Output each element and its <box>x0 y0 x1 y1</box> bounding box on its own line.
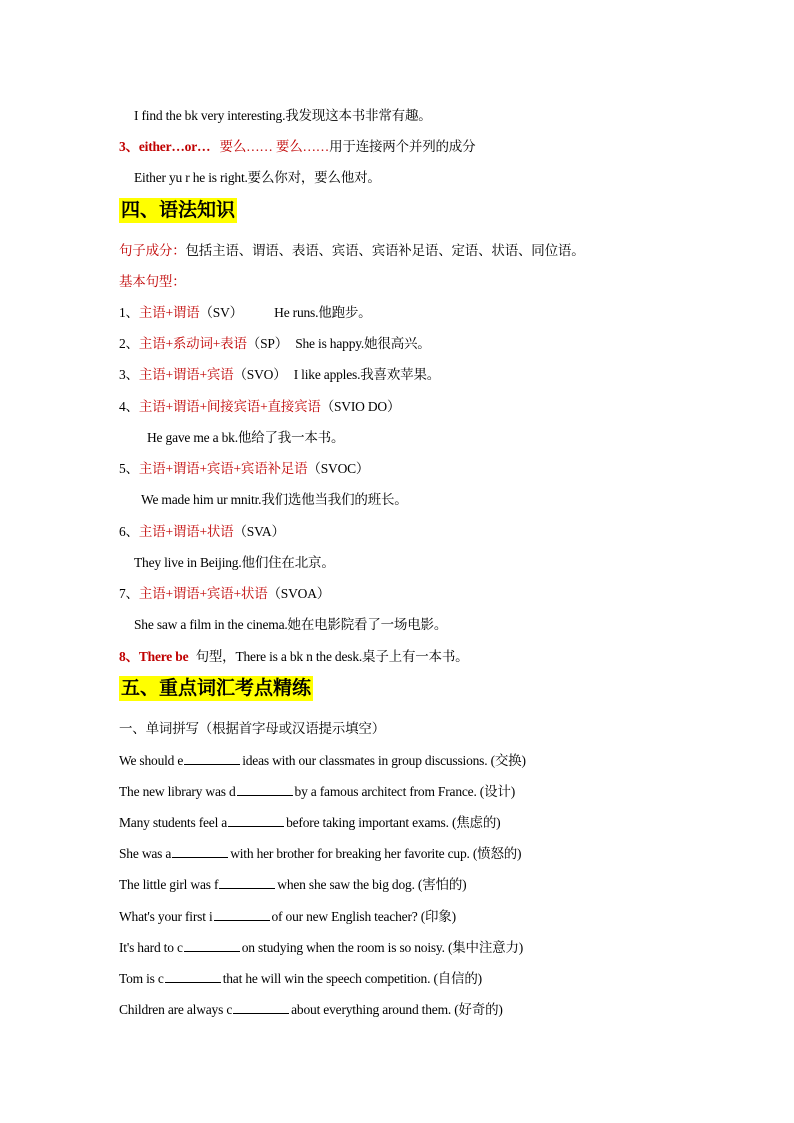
sentence-parts <box>119 239 585 259</box>
pattern-number: 2、 <box>119 336 139 351</box>
pattern-number: 1、 <box>119 305 139 320</box>
exercise-prompt-start: It's hard to c <box>119 939 183 955</box>
pattern-abbr: （SP） <box>246 336 289 351</box>
pattern-4 <box>119 395 400 415</box>
there-be-text: 句型，There is a bk n the desk.桌子上有一本书。 <box>195 649 469 664</box>
exercise-prompt-start: Children are always c <box>119 1001 233 1017</box>
pattern-6-example: They live in Beijing.他们住在北京。 <box>134 555 335 570</box>
exercise-prompt-end: with her brother for breaking her favorite cup. (愤怒的) <box>230 846 522 862</box>
list-item <box>119 749 526 769</box>
sentence-parts-label: 句子成分： <box>119 243 186 258</box>
answer-blank[interactable] <box>237 783 293 796</box>
pattern-4-example: He gave me a bk.他给了我一本书。 <box>147 430 345 445</box>
pattern-number: 6、 <box>119 524 139 539</box>
list-item <box>119 811 500 831</box>
exercise-prompt-start: The new library was d <box>119 784 236 800</box>
pattern-3 <box>119 363 440 383</box>
pattern-1 <box>119 301 371 321</box>
pattern-formula: 主语+系动词+表语 <box>138 336 247 351</box>
list-item <box>119 780 515 800</box>
exercise-prompt-end: when she saw the big dog. (害怕的) <box>277 877 467 893</box>
either-or-number: 3、either…or… <box>119 139 211 154</box>
pattern-abbr: （SVOC） <box>307 461 370 476</box>
pattern-abbr: （SVO） <box>233 367 287 382</box>
pattern-abbr: （SV） <box>199 305 243 320</box>
pattern-5 <box>119 457 369 477</box>
exercise-prompt-start: Many students feel a <box>119 815 228 831</box>
pattern-formula: 主语+谓语+间接宾语+直接宾语 <box>138 399 321 414</box>
either-or-meaning: 要么…… 要么…… <box>219 139 330 154</box>
pattern-formula: 主语+谓语+宾语+状语 <box>138 586 268 601</box>
spelling-subtitle: 一、单词拼写（根据首字母或汉语提示填空） <box>119 721 385 736</box>
there-be-number: 8、There be <box>119 649 189 664</box>
list-item <box>119 998 503 1018</box>
either-or-note: 用于连接两个并列的成分 <box>329 139 476 154</box>
pattern-number: 7、 <box>119 586 139 601</box>
section-5-heading: 五、重点词汇考点精练 <box>121 678 312 699</box>
pattern-7-example: She saw a film in the cinema.她在电影院看了一场电影。 <box>134 617 448 632</box>
exercise-prompt-start: Tom is c <box>119 970 164 986</box>
list-item <box>119 905 456 925</box>
pattern-abbr: （SVIO DO） <box>320 399 401 414</box>
pattern-number: 4、 <box>119 399 139 414</box>
exercise-prompt-end: about everything around them. (好奇的) <box>291 1001 503 1017</box>
pattern-5-example: We made him ur mnitr.我们选他当我们的班长。 <box>141 492 408 507</box>
exercise-prompt-start: The little girl was f <box>119 877 219 893</box>
exercise-prompt-start: She was a <box>119 846 172 862</box>
pattern-6 <box>119 520 285 540</box>
answer-blank[interactable] <box>233 1001 289 1014</box>
section-4-heading: 四、语法知识 <box>121 200 236 221</box>
pattern-formula: 主语+谓语+宾语 <box>138 367 234 382</box>
answer-blank[interactable] <box>214 908 270 921</box>
pattern-abbr: （SVOA） <box>267 586 331 601</box>
exercise-prompt-start: What's your first i <box>119 908 213 924</box>
pattern-formula: 主语+谓语 <box>138 305 200 320</box>
exercise-prompt-end: ideas with our classmates in group discussions. (交换) <box>242 753 526 768</box>
basic-patterns-label: 基本句型： <box>119 274 186 289</box>
exercise-prompt-end: by a famous architect from France. (设计) <box>294 784 516 800</box>
answer-blank[interactable] <box>184 939 240 952</box>
pattern-formula: 主语+谓语+状语 <box>138 524 234 539</box>
exercise-prompt-end: on studying when the room is so noisy. (集中注意力) <box>241 939 524 955</box>
exercise-prompt-end: before taking important exams. (焦虑的) <box>286 815 501 831</box>
exercise-prompt-end: that he will win the speech competition. (自信的) <box>222 970 482 986</box>
exercise-prompt-end: of our new English teacher? (印象) <box>271 908 456 924</box>
example-sentence: I find the bk very interesting.我发现这本书非常有趣。 <box>134 108 432 123</box>
list-item <box>119 842 521 862</box>
list-item <box>119 936 523 956</box>
answer-blank[interactable] <box>228 814 284 827</box>
pattern-7 <box>119 582 330 602</box>
answer-blank[interactable] <box>184 752 240 765</box>
list-item <box>119 967 482 987</box>
answer-blank[interactable] <box>172 845 228 858</box>
pattern-number: 3、 <box>119 367 139 382</box>
pattern-example: She is happy.她很高兴。 <box>295 336 431 351</box>
pattern-example: He runs.他跑步。 <box>274 305 372 320</box>
exercise-prompt-start: We should e <box>119 753 184 768</box>
pattern-2 <box>119 332 431 352</box>
pattern-formula: 主语+谓语+宾语+宾语补足语 <box>138 461 308 476</box>
list-item <box>119 873 466 893</box>
sentence-parts-text: 包括主语、谓语、表语、宾语、宾语补足语、定语、状语、同位语。 <box>185 243 585 258</box>
pattern-8-there-be <box>119 645 468 665</box>
pattern-number: 5、 <box>119 461 139 476</box>
answer-blank[interactable] <box>219 876 275 889</box>
pattern-example: I like apples.我喜欢苹果。 <box>293 367 441 382</box>
either-or-entry <box>119 135 475 155</box>
answer-blank[interactable] <box>165 970 221 983</box>
either-or-example: Either yu r he is right.要么你对，要么他对。 <box>134 170 381 185</box>
pattern-abbr: （SVA） <box>233 524 285 539</box>
